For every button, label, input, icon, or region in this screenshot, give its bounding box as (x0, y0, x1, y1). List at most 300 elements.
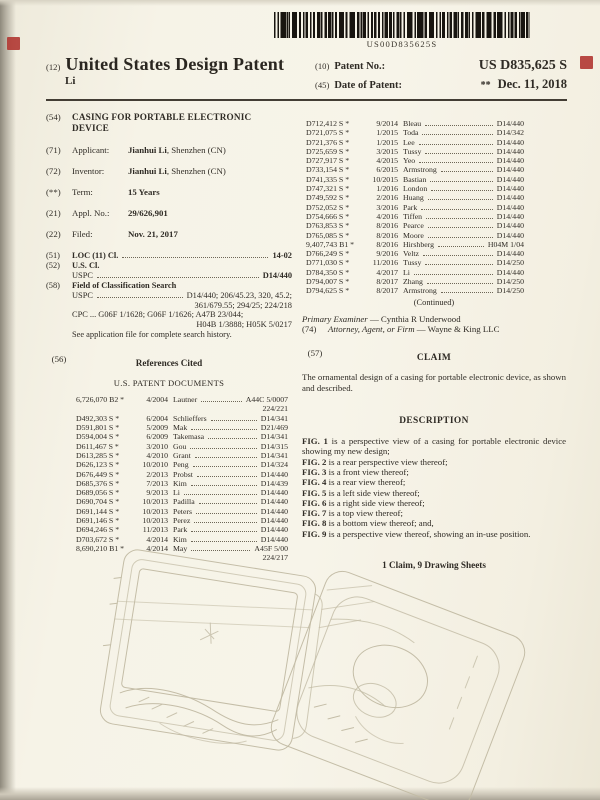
dotted-leader (441, 292, 493, 293)
ref-number: D794,007 S * (306, 277, 350, 287)
ref-date: 8/2016 (376, 230, 398, 240)
dotted-leader (421, 209, 492, 210)
ref-classification: A45F 5/00 (254, 543, 288, 553)
ref-number: D741,335 S * (306, 174, 350, 184)
reference-row (76, 451, 288, 460)
reference-entry (76, 432, 288, 441)
ref-date: 3/2010 (146, 441, 168, 451)
reference-row (306, 184, 524, 193)
dotted-leader (430, 181, 492, 182)
reference-row (306, 268, 524, 277)
reference-entry (76, 525, 288, 534)
ref-date: 3/2016 (376, 202, 398, 212)
document-title: United States Design Patent (65, 54, 285, 74)
reference-row (306, 240, 524, 249)
ref-number: D794,625 S * (306, 286, 350, 296)
reference-row (76, 470, 288, 479)
reference-row (306, 249, 524, 258)
ref-inventor: Park (173, 525, 188, 535)
reference-row (306, 119, 524, 128)
biblio-field-row (46, 229, 292, 239)
patent-no-label: Patent No.: (334, 61, 386, 72)
ref-classification: D14/250 (496, 286, 524, 296)
field-uspc-line2: 361/679.55; 294/25; 224/218 (194, 300, 292, 310)
dotted-leader (428, 237, 493, 238)
ref-inventor: Schlieffers (173, 413, 207, 423)
us-patent-documents-heading: U.S. PATENT DOCUMENTS (113, 378, 225, 389)
reference-row (306, 138, 524, 147)
classification-block (46, 251, 292, 340)
ref-classification: D14/440 (496, 221, 524, 231)
ref-classification: D14/439 (260, 478, 288, 488)
dotted-leader (184, 494, 257, 495)
ref-inventor: Pearce (403, 221, 424, 231)
ref-inventor: Tiffen (403, 211, 423, 221)
ref-classification: D14/440 (496, 193, 524, 203)
ref-inventor: Grant (173, 450, 191, 460)
reference-entry (76, 460, 288, 469)
biblio-field-row (46, 187, 292, 197)
dotted-leader (438, 246, 484, 247)
ref-classification: D14/440 (496, 211, 524, 221)
ref-classification: D14/440 (496, 137, 524, 147)
reference-row (306, 193, 524, 202)
ref-number: D766,249 S * (306, 249, 350, 259)
red-registration-mark-top-right (580, 56, 593, 69)
red-registration-mark-top-left (7, 37, 20, 50)
ref-date: 10/2015 (372, 174, 398, 184)
cpc-line2: H04B 1/3888; H05K 5/0217 (196, 320, 292, 330)
ref-date: 2/2016 (376, 193, 398, 203)
reference-entry (76, 451, 288, 460)
loc-label: LOC (11) Cl. (72, 251, 119, 260)
claim-heading: CLAIM (416, 353, 452, 364)
ref-classification: D14/440 (496, 165, 524, 175)
field-uspc-label: USPC (72, 290, 93, 300)
reference-row (306, 231, 524, 240)
ref-inventor: Li (403, 267, 410, 277)
reference-row (76, 479, 288, 488)
reference-entry (306, 268, 524, 277)
ref-classification-continued: 224/221 (262, 404, 288, 414)
ref-classification: D14/440 (496, 202, 524, 212)
ref-number: D765,085 S * (306, 230, 350, 240)
reference-entry (306, 147, 524, 156)
field-tag-58: (58) (46, 280, 60, 290)
dotted-leader (211, 420, 257, 421)
patent-header (46, 54, 567, 95)
ref-inventor: Lautner (173, 395, 198, 405)
ref-number: D733,154 S * (306, 165, 350, 175)
figure-description-line: FIG. 8 is a bottom view thereof; and, (302, 518, 434, 529)
claim-heading-row (302, 347, 566, 365)
ref-classification: D14/250 (496, 258, 524, 268)
reference-entry (76, 497, 288, 506)
biblio-fields (46, 145, 292, 239)
reference-entry (76, 442, 288, 451)
date-label: Date of Patent: (334, 80, 402, 91)
patent-number: US D835,625 S (478, 58, 567, 73)
ref-date: 4/2016 (376, 211, 398, 221)
ref-inventor: London (403, 184, 428, 194)
ref-date: 1/2016 (376, 184, 398, 194)
reference-entry (306, 184, 524, 193)
ref-inventor: Park (403, 202, 418, 212)
barcode-number: US00D835625S (366, 39, 438, 49)
ref-date: 4/2014 (146, 543, 168, 553)
uspc-value: D14/440 (262, 270, 292, 280)
dotted-leader (191, 429, 256, 430)
ref-number: D754,666 S * (306, 211, 350, 221)
cpc-line1: CPC ... G06F 1/1628; G06F 1/1626; A47B 23/044; (72, 310, 244, 320)
dotted-leader (190, 448, 256, 449)
ref-number: D721,376 S * (306, 137, 350, 147)
dotted-leader (441, 171, 493, 172)
reference-row (306, 212, 524, 221)
reference-row (306, 203, 524, 212)
ref-inventor: Lee (403, 137, 415, 147)
ref-date: 7/2013 (146, 478, 168, 488)
ref-date: 6/2015 (376, 165, 398, 175)
ref-classification: D14/440 (260, 534, 288, 544)
ref-date: 4/2004 (146, 395, 168, 405)
biblio-field-row (46, 166, 292, 176)
ref-number: D676,449 S * (76, 469, 120, 479)
ref-classification: D14/342 (496, 128, 524, 138)
reference-entry (306, 138, 524, 147)
date-value: Dec. 11, 2018 (497, 77, 567, 91)
ref-classification-continued: 224/217 (262, 553, 288, 563)
ref-date: 10/2010 (142, 460, 168, 470)
ref-classification: D14/440 (496, 174, 524, 184)
inventor-surname: Li (65, 75, 76, 87)
ref-number: 9,407,743 B1 * (306, 239, 355, 249)
ref-inventor: Bleau (403, 119, 422, 128)
field-tag: (22) (46, 229, 61, 239)
ref-date: 8/2016 (376, 221, 398, 231)
ref-classification: D14/315 (260, 441, 288, 451)
ref-inventor: Yeo (403, 156, 416, 166)
biblio-field-row (46, 208, 292, 218)
ref-date: 1/2015 (376, 128, 398, 138)
reference-row (306, 147, 524, 156)
reference-entry (306, 277, 524, 286)
dotted-leader (97, 277, 259, 278)
field-tag-52: (52) (46, 260, 60, 270)
field-tag-51: (51) (46, 251, 60, 260)
description-heading: DESCRIPTION (399, 416, 469, 427)
figure-description-line: FIG. 7 is a top view thereof; (302, 508, 403, 519)
claims-sheets-summary: 1 Claim, 9 Drawing Sheets (382, 560, 486, 571)
reference-entry (306, 231, 524, 240)
field-label: Applicant: (72, 145, 110, 155)
ref-date: 9/2014 (376, 119, 398, 128)
ref-inventor: May (173, 543, 188, 553)
ref-classification: H04M 1/04 (487, 239, 524, 249)
reference-row (76, 414, 288, 423)
dotted-leader (195, 457, 257, 458)
ref-inventor: Gou (173, 441, 187, 451)
ref-inventor: Peng (173, 460, 189, 470)
ref-date: 10/2013 (142, 516, 168, 526)
references-table-right (306, 119, 524, 296)
dotted-leader (423, 255, 493, 256)
field-value: 15 Years (128, 187, 160, 197)
ref-number: D591,801 S * (76, 423, 120, 433)
field-value: Jianhui Li, Shenzhen (CN) (128, 166, 226, 176)
dotted-leader (425, 153, 492, 154)
ref-classification: D14/440 (496, 119, 524, 128)
dotted-leader (419, 162, 492, 163)
dotted-leader (208, 438, 257, 439)
dotted-leader (426, 218, 493, 219)
ref-inventor: Mak (173, 423, 188, 433)
figure-descriptions (302, 436, 566, 539)
dotted-leader (425, 264, 492, 265)
reference-entry (306, 156, 524, 165)
reference-row (76, 395, 288, 404)
dotted-leader (414, 274, 493, 275)
dotted-leader (199, 503, 257, 504)
ref-date: 5/2009 (146, 423, 168, 433)
field-label: Filed: (72, 229, 93, 239)
reference-entry (76, 488, 288, 497)
reference-row (76, 488, 288, 497)
ref-date: 10/2013 (142, 506, 168, 516)
ref-date: 4/2014 (146, 534, 168, 544)
reference-row (76, 516, 288, 525)
patent-no-tag: (10) (315, 61, 330, 71)
reference-entry (306, 165, 524, 174)
examiner-block (302, 314, 566, 335)
references-heading (46, 353, 292, 371)
ref-classification: D14/341 (260, 413, 288, 423)
ref-inventor: Peters (173, 506, 193, 516)
ref-inventor: Takemasa (173, 432, 205, 442)
ref-number: D727,917 S * (306, 156, 350, 166)
kind-code-tag: (12) (46, 62, 61, 72)
ref-number: 8,690,210 B1 * (76, 543, 125, 553)
ref-date: 3/2015 (376, 146, 398, 156)
ref-classification: D14/440 (496, 249, 524, 259)
ref-number: D694,246 S * (76, 525, 120, 535)
date-tag: (45) (315, 80, 330, 90)
reference-row (76, 525, 288, 534)
invention-title-row (46, 112, 292, 134)
dotted-leader (193, 466, 257, 467)
ref-classification: D14/341 (260, 432, 288, 442)
ref-date: 8/2017 (376, 277, 398, 287)
ref-classification: D14/324 (260, 460, 288, 470)
figure-description-line: FIG. 5 is a left side view thereof; (302, 487, 420, 498)
reference-row (306, 165, 524, 174)
claim-text: The ornamental design of a casing for portable electronic device, as shown and described. (302, 372, 566, 393)
dotted-leader (422, 134, 492, 135)
ref-inventor: Armstrong (403, 286, 437, 296)
dotted-leader (428, 199, 493, 200)
ref-date: 8/2017 (376, 286, 398, 296)
ref-number: D611,467 S * (76, 441, 119, 451)
reference-entry (306, 221, 524, 230)
ref-date: 11/2016 (372, 258, 398, 268)
reference-row (76, 442, 288, 451)
patent-figure-front-perspective (91, 547, 329, 757)
continued-note: (Continued) (413, 297, 455, 307)
ref-inventor: Li (173, 488, 180, 498)
biblio-field-row (46, 145, 292, 155)
dotted-leader (197, 476, 257, 477)
ref-number: D725,659 S * (306, 146, 350, 156)
ref-classification: D21/469 (260, 423, 288, 433)
header-divider-rule (46, 99, 567, 101)
ref-classification: D14/440 (260, 497, 288, 507)
ref-number: D721,075 S * (306, 128, 350, 138)
ref-classification: D14/341 (260, 450, 288, 460)
ref-classification: D14/440 (260, 516, 288, 526)
ref-classification: D14/440 (496, 146, 524, 156)
ref-classification: A44C 5/0007 (245, 395, 288, 405)
dotted-leader (425, 125, 493, 126)
reference-entry (306, 175, 524, 184)
figure-description-line: FIG. 3 is a front view thereof; (302, 466, 409, 477)
figure-description-line: FIG. 2 is a rear perspective view thereof; (302, 456, 448, 467)
ref-number: D763,853 S * (306, 221, 350, 231)
ref-inventor: Hirshberg (403, 239, 435, 249)
ref-classification: D14/440 (260, 525, 288, 535)
ref-inventor: Kim (173, 534, 187, 544)
ref-number: D594,004 S * (76, 432, 120, 442)
reference-entry (306, 258, 524, 267)
reference-entry (306, 286, 524, 295)
ref-classification: D14/440 (496, 156, 524, 166)
reference-row (306, 128, 524, 137)
ref-inventor: Moore (403, 230, 424, 240)
reference-row (306, 286, 524, 295)
dotted-leader (427, 283, 493, 284)
primary-examiner-line: Primary Examiner — Cynthia R Underwood (302, 313, 461, 324)
uscl-label: U.S. Cl. (72, 260, 100, 270)
reference-row (76, 423, 288, 432)
reference-entry (76, 414, 288, 423)
field-value: Jianhui Li, Shenzhen (CN) (128, 145, 226, 155)
reference-entry (76, 516, 288, 525)
ref-inventor: Veltz (403, 249, 420, 259)
reference-row (306, 258, 524, 267)
ref-classification: D14/440 (496, 230, 524, 240)
reference-entry (76, 470, 288, 479)
references-title: References Cited (135, 358, 203, 369)
field-value: 29/626,901 (128, 208, 168, 218)
ref-number: D749,592 S * (306, 193, 350, 203)
field-tag: (21) (46, 208, 61, 218)
ref-date: 1/2015 (376, 137, 398, 147)
ref-number: 6,726,070 B2 * (76, 395, 125, 405)
dotted-leader (419, 144, 493, 145)
ref-inventor: Toda (403, 128, 419, 138)
drawing-sheet-preview (0, 538, 600, 800)
figure-description-line: FIG. 6 is a right side view thereof; (302, 497, 425, 508)
reference-entry (76, 423, 288, 432)
ref-number: D685,376 S * (76, 478, 120, 488)
ref-inventor: Tussy (403, 258, 422, 268)
ref-inventor: Bastian (403, 174, 427, 184)
ref-classification: D14/440 (496, 267, 524, 277)
ref-date: 8/2016 (376, 239, 398, 249)
field-uspc-line1: D14/440; 206/45.23, 320, 45.2; (186, 290, 292, 300)
dotted-leader (191, 531, 256, 532)
ref-date: 4/2015 (376, 156, 398, 166)
figure-description-line: FIG. 9 is a perspective view thereof, showing an in-use position. (302, 528, 531, 539)
reference-row (306, 156, 524, 165)
loc-value: 14-02 (272, 251, 292, 260)
ref-date: 10/2013 (142, 497, 168, 507)
header-left (46, 54, 315, 95)
invention-title: CASING FOR PORTABLE ELECTRONIC DEVICE (72, 112, 252, 133)
reference-entry (306, 212, 524, 221)
ref-number: D492,303 S * (76, 413, 120, 423)
ref-classification: D14/440 (496, 184, 524, 194)
ref-date: 6/2004 (146, 413, 168, 423)
dotted-leader (122, 257, 268, 258)
dotted-leader (201, 401, 242, 402)
reference-row (76, 507, 288, 516)
field-tag-74: (74) (302, 324, 317, 335)
description-heading-row (302, 410, 566, 428)
ref-number: D691,146 S * (76, 516, 120, 526)
ref-number: D691,144 S * (76, 506, 120, 516)
ref-inventor: Tussy (403, 146, 422, 156)
field-tag: (72) (46, 166, 61, 176)
ref-date: 4/2017 (376, 267, 398, 277)
ref-date: 4/2010 (146, 450, 168, 460)
reference-entry (76, 479, 288, 488)
ref-number: D771,030 S * (306, 258, 350, 268)
field-tag: (**) (46, 187, 61, 197)
ref-inventor: Zhang (403, 277, 423, 287)
ref-number: D690,704 S * (76, 497, 120, 507)
reference-entry (306, 128, 524, 137)
barcode (274, 12, 530, 38)
ref-number: D712,412 S * (306, 119, 350, 128)
reference-entry (76, 395, 288, 414)
ref-date: 2/2013 (146, 469, 168, 479)
ref-number: D613,285 S * (76, 450, 120, 460)
field-label: Term: (72, 187, 93, 197)
reference-entry (306, 119, 524, 128)
dotted-leader (191, 485, 257, 486)
dotted-leader (428, 227, 493, 228)
field-label: Appl. No.: (72, 208, 110, 218)
ref-date: 9/2013 (146, 488, 168, 498)
ref-date: 11/2013 (142, 525, 168, 535)
field-label: Inventor: (72, 166, 105, 176)
search-history-note: See application file for complete search history. (72, 330, 232, 340)
field-tag-56: (56) (51, 354, 67, 365)
ref-inventor: Probst (173, 469, 193, 479)
patent-figure-rear-perspective (266, 566, 530, 800)
ref-inventor: Huang (403, 193, 424, 203)
field-value: Nov. 21, 2017 (128, 229, 178, 239)
reference-row (76, 497, 288, 506)
reference-row (76, 432, 288, 441)
patent-date (481, 77, 567, 92)
scan-edge-top (0, 0, 600, 6)
field-search-label: Field of Classification Search (72, 280, 177, 290)
ref-number: D784,350 S * (306, 267, 350, 277)
reference-entry (76, 507, 288, 516)
left-column (46, 110, 292, 563)
dotted-leader (196, 513, 257, 514)
